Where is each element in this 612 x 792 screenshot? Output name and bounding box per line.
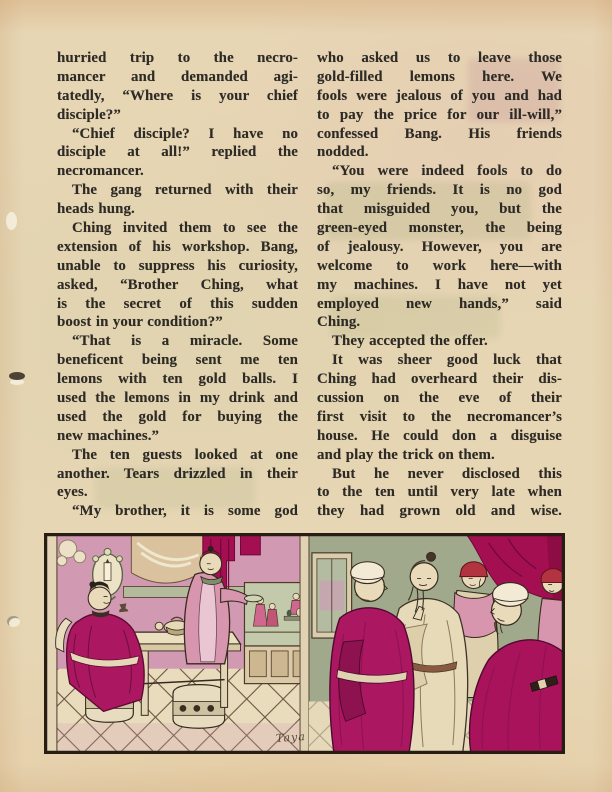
text-line: eyes. — [57, 484, 88, 501]
text-line: cussion on the eve of their — [317, 390, 562, 407]
text-line: disciple at all!” replied the — [57, 144, 298, 161]
interior-scene — [46, 535, 318, 752]
text-line: so, my friends. It is no god — [317, 182, 562, 199]
text-line: Ching had overheard their dis- — [317, 371, 562, 388]
right-text-column — [317, 49, 562, 521]
text-line: The ten guests looked at one — [72, 446, 298, 463]
paper-blemish — [9, 372, 25, 380]
text-line: mancer and demanded agi- — [57, 68, 298, 85]
text-line: and play the trick on them. — [317, 446, 495, 463]
text-line: who asked us to leave those — [317, 50, 562, 66]
text-line: necromancer. — [57, 163, 144, 180]
guests-scene — [300, 535, 563, 752]
text-line: employed new hands,” said — [317, 295, 562, 312]
text-line: house. He could don a disguise — [317, 427, 562, 444]
text-line: beneficent being sent me ten — [57, 352, 298, 369]
text-line: lemons with ten gold balls. I — [57, 371, 298, 388]
artist-signature: Taya — [275, 729, 307, 746]
text-line: to the ten until very late when — [317, 484, 562, 501]
text-line: hurried trip to the necro- — [57, 50, 298, 66]
text-line: confessed Bang. His friends — [317, 125, 562, 142]
text-line: It was sheer good luck that — [332, 352, 562, 369]
text-line: Ching. — [317, 314, 361, 331]
text-line: But he never disclosed this — [332, 465, 562, 482]
text-line: extension of his workshop. Bang, — [57, 238, 298, 255]
text-line: asked, “Brother Ching, what — [57, 276, 298, 293]
text-line: of jealousy. However, you are — [317, 238, 562, 255]
text-line: tatedly, “Where is your chief — [57, 87, 298, 104]
text-line: nodded. — [317, 144, 369, 161]
text-line: The gang returned with their — [72, 182, 298, 199]
text-line: boost in your condition?” — [57, 314, 223, 331]
text-line: new machines.” — [57, 427, 160, 444]
text-line: first visit to the necromancer’s — [317, 408, 562, 425]
text-line: green-eyed monster, the being — [317, 220, 562, 237]
paper-blemish — [6, 212, 17, 230]
text-line: “That is a miracle. Some — [72, 333, 298, 350]
text-line: to pay the price for our ill-will,” — [317, 106, 562, 123]
paper-blemish — [7, 616, 20, 627]
text-line: my machines. I have not yet — [317, 276, 562, 293]
text-line: used the lemons in my drink and — [57, 390, 298, 407]
text-line: unable to suppress his curiosity, — [57, 257, 298, 274]
text-line: they had grown old and wise. — [317, 503, 562, 520]
text-line: is the secret of this sudden — [57, 295, 298, 312]
text-line: fools were jealous of you and had — [317, 87, 562, 104]
stool — [173, 685, 225, 729]
text-line: another. Tears drizzled in their — [57, 465, 298, 482]
text-line: welcome to work here—with — [317, 257, 562, 274]
illustration-drawing — [46, 535, 563, 752]
text-line: “You were indeed fools to do — [332, 163, 562, 180]
text-line: that misguided you, but the — [317, 201, 562, 218]
text-line: Ching invited them to see the — [72, 220, 298, 237]
left-text-column — [57, 49, 298, 521]
text-line: “Chief disciple? I have no — [72, 125, 298, 142]
text-line: “My brother, it is some god — [72, 503, 298, 520]
text-line: They accepted the offer. — [332, 333, 488, 350]
text-line: disciple?” — [57, 106, 121, 123]
text-line: used the gold for buying the — [57, 408, 298, 425]
story-illustration — [44, 533, 565, 754]
text-line: heads hung. — [57, 201, 135, 218]
text-line: gold-filled lemons here. We — [317, 68, 562, 85]
